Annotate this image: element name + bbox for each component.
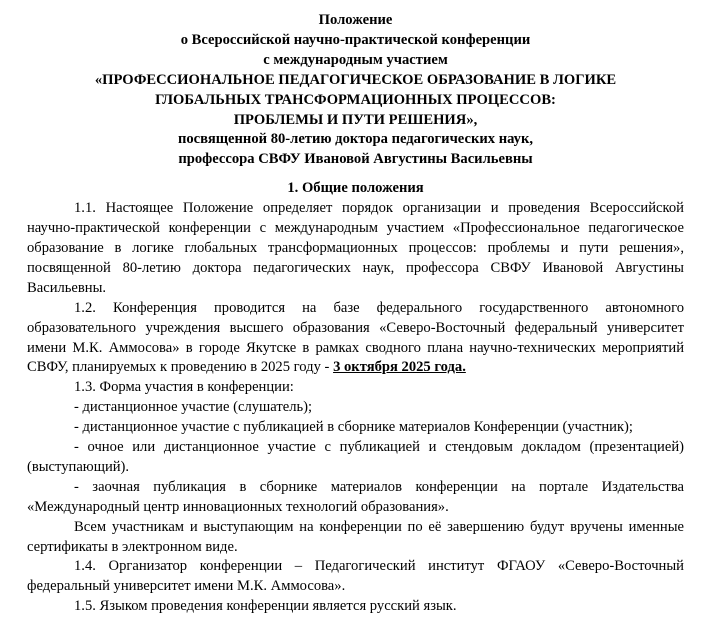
paragraph-1-3: 1.3. Форма участия в конференции:: [74, 379, 294, 396]
title-line-5: ГЛОБАЛЬНЫХ ТРАНСФОРМАЦИОННЫХ ПРОЦЕССОВ:: [155, 91, 556, 108]
title-line-3: с международным участием: [263, 51, 448, 68]
paragraph-1-1: 1.1. Настоящее Положение определяет порядок организации и проведения Всероссийской научно-практической конференции с международным участием «Профессиональное педагогическое образование в логике глобальных трансформационных процессов: проблемы и пути решения», посвященной 80-летию доктора педагогических наук, профессора СВФУ Ивановой Августины Васильевны.: [27, 200, 684, 296]
list-item-absentee-publication: - заочная публикация в сборнике материалов конференции на портале Издательства «Международный центр инновационных технологий образования».: [27, 478, 684, 515]
paragraph-1-2: [27, 299, 684, 379]
list-item-remote-listener: - дистанционное участие (слушатель);: [74, 399, 313, 416]
document-title: [27, 11, 684, 170]
title-line-7: посвященной 80-летию доктора педагогических наук,: [177, 131, 534, 148]
paragraph-1-2-text: 1.2. Конференция проводится на базе федерального государственного автономного образовательного учреждения высшего образования «Северо-Восточный федеральный университет имени М.К. Аммосова» в городе Якутске в рамках сводного плана научно-технических мероприятий СВФУ, планируемых к проведению в 2025 году -: [27, 299, 684, 376]
title-line-8: профессора СВФУ Ивановой Августины Васильевны: [178, 151, 533, 168]
title-line-2: о Всероссийской научно-практической конференции: [180, 31, 531, 48]
title-line-4: «ПРОФЕССИОНАЛЬНОЕ ПЕДАГОГИЧЕСКОЕ ОБРАЗОВАНИЕ В ЛОГИКЕ: [94, 71, 617, 88]
title-line-1: Положение: [318, 12, 393, 28]
paragraph-1-5: 1.5. Языком проведения конференции является русский язык.: [74, 598, 457, 615]
section-heading: 1. Общие положения: [287, 180, 424, 197]
paragraph-1-4: 1.4. Организатор конференции – Педагогический институт ФГАОУ «Северо-Восточный федеральный университет имени М.К. Аммосова».: [27, 558, 684, 595]
paragraph-certificates: Всем участникам и выступающим на конференции по её завершению будут вручены именные сертификаты в электронном виде.: [27, 518, 684, 555]
list-item-presenter: - очное или дистанционное участие с публикацией и стендовым докладом (презентацией) (выступающий).: [27, 439, 684, 475]
conference-date: 3 октября 2025 года.: [333, 359, 466, 376]
list-item-remote-participant: - дистанционное участие с публикацией в сборнике материалов Конференции (участник);: [74, 419, 633, 436]
title-line-6: ПРОБЛЕМЫ И ПУТИ РЕШЕНИЯ»,: [233, 111, 478, 128]
